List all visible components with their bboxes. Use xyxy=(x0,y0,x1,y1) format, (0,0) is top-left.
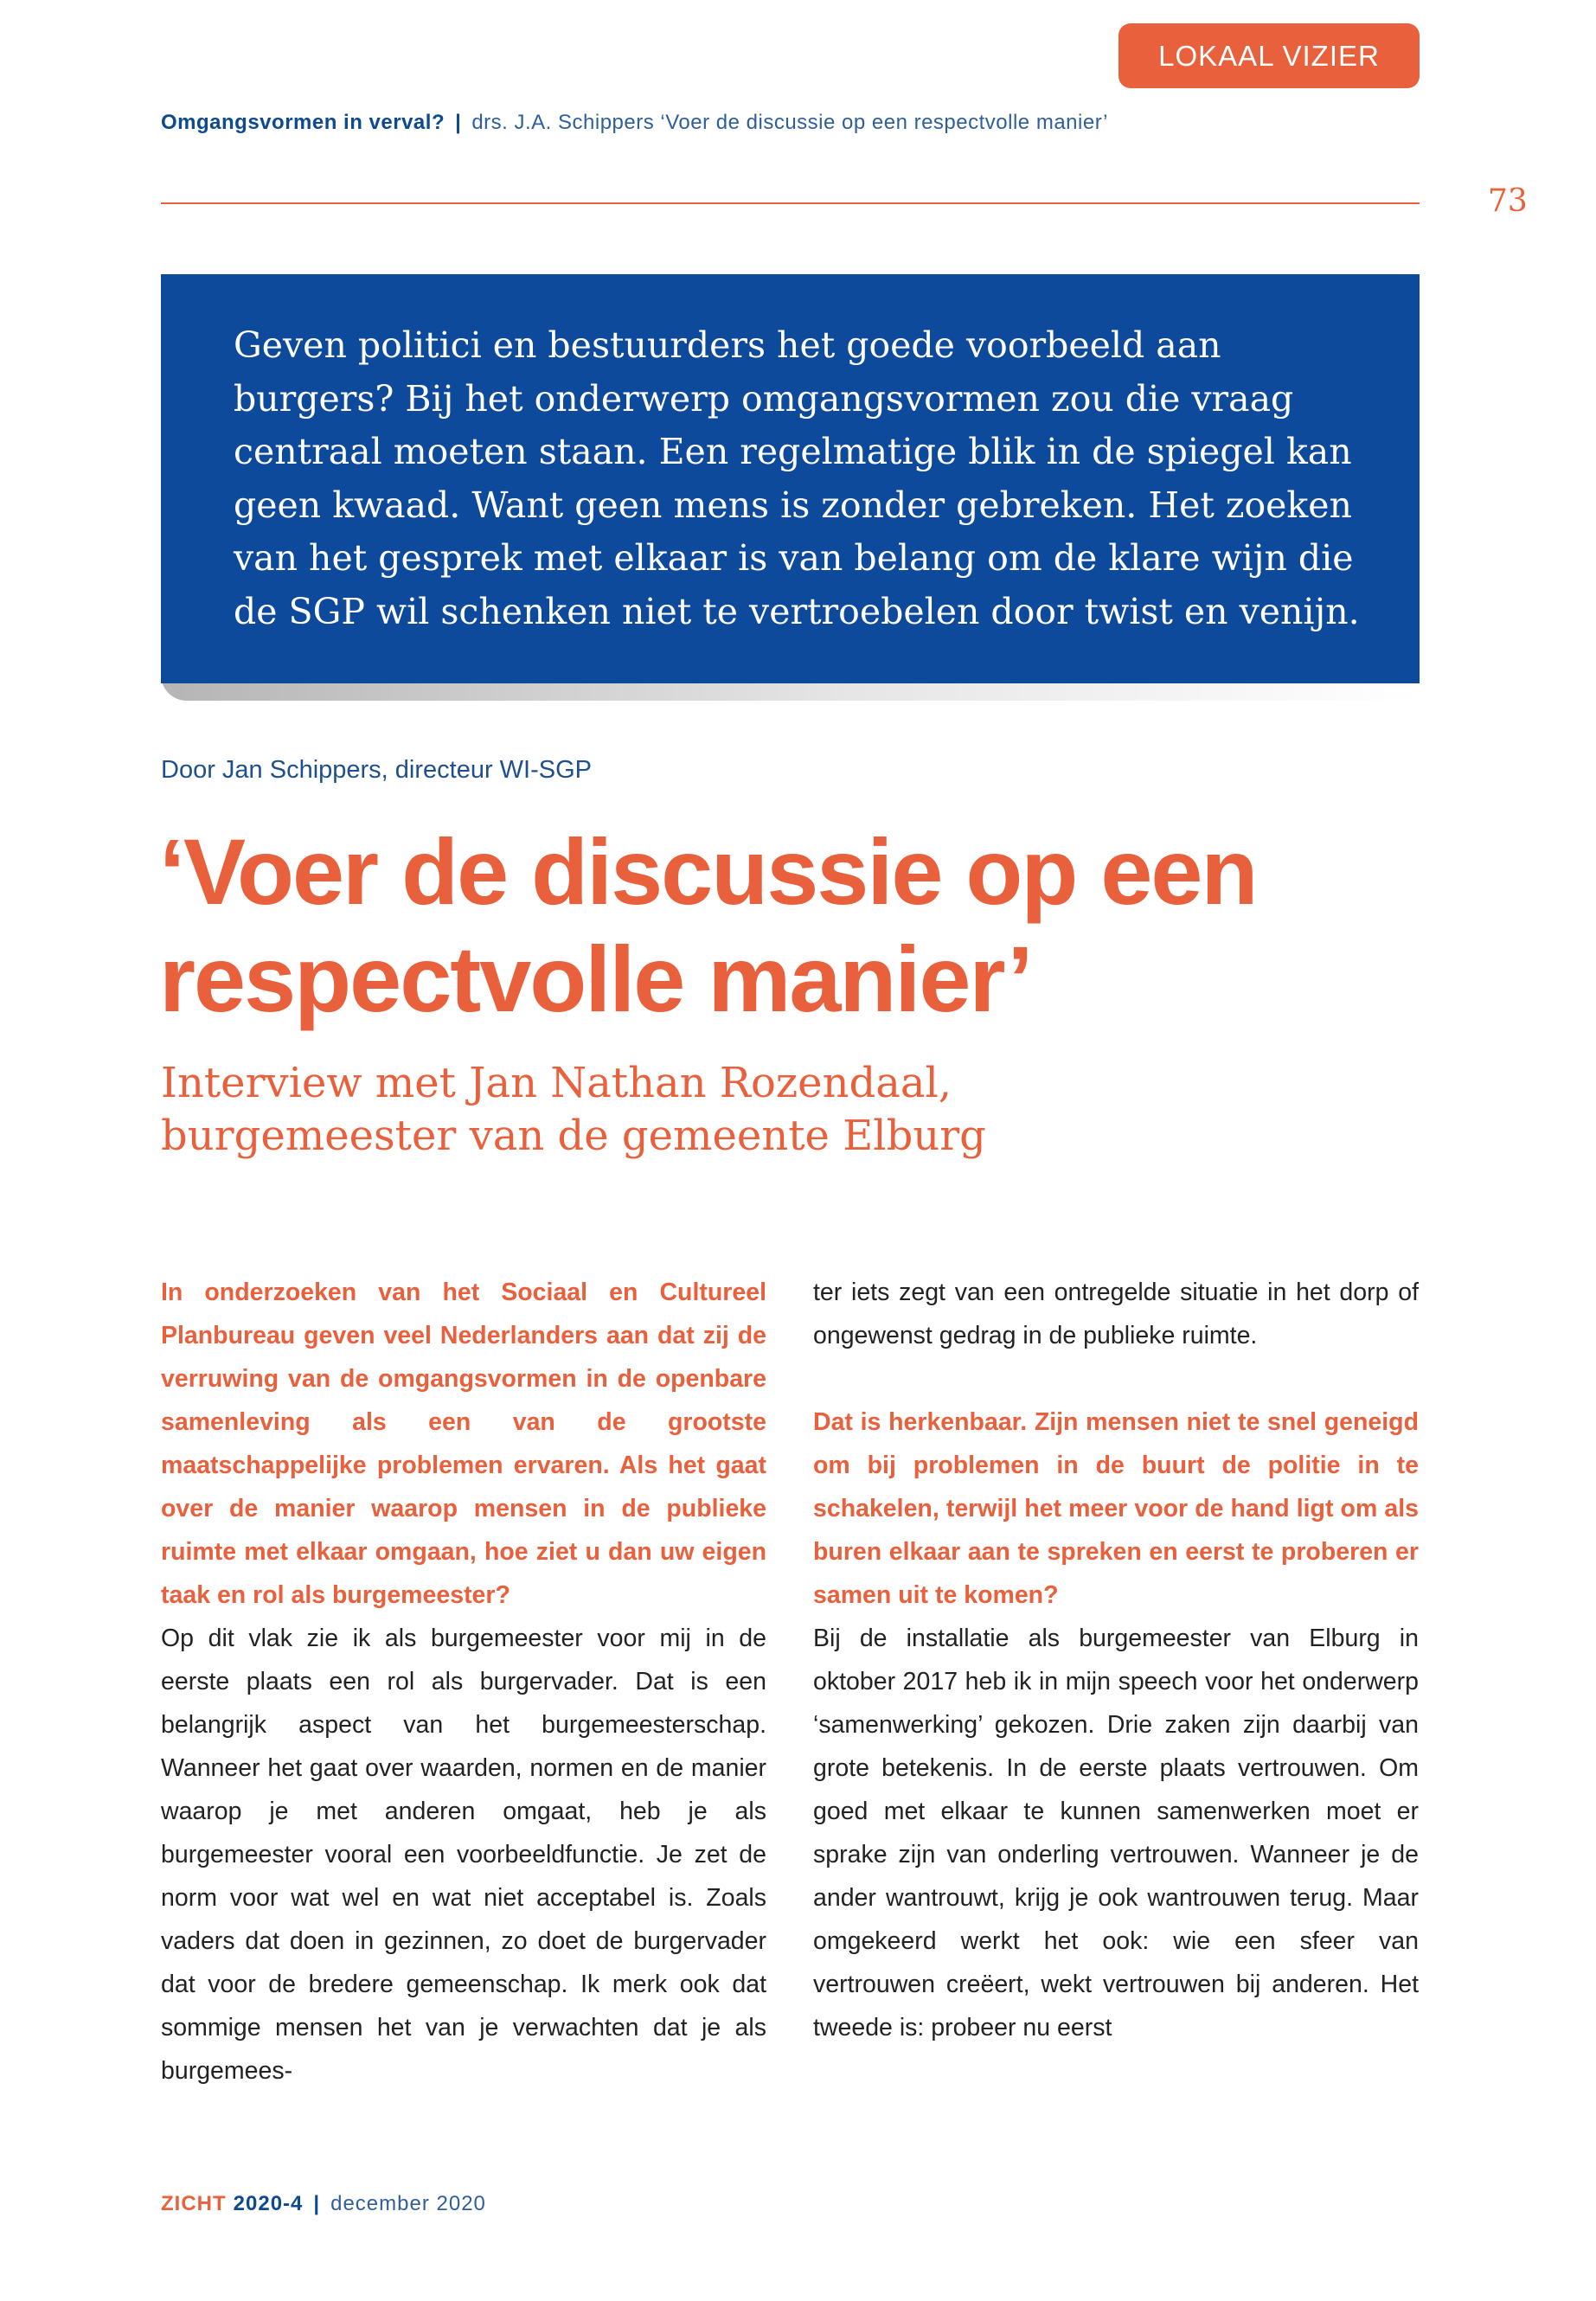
interview-answer: Bij de installatie als burgemeester van Elburg in oktober 2017 heb ik in mijn speech voor het onderwerp ‘samenwerking’ gekozen. Drie zaken zijn daarbij van grote betekenis. In de eerste plaats vertrouwen. Om goed met elkaar te kunnen samenwerken moet er sprake zijn van onderling vertrouwen. Wanneer je de ander wantrouwt, krijg je ook wantrouwen terug. Maar omgekeerd werkt het ook: wie een sfeer van vertrouwen creëert, wekt vertrouwen bij anderen. Het tweede is: probeer nu eerst xyxy=(813,1625,1419,2041)
section-label: LOKAAL VIZIER xyxy=(1118,23,1420,88)
series-title: Omgangsvormen in verval? xyxy=(161,111,445,134)
header-rule xyxy=(161,202,1420,204)
article-reference: drs. J.A. Schippers ‘Voer de discussie op een respectvolle manier’ xyxy=(471,111,1108,134)
article-title: ‘Voer de discussie op een respectvolle manier’ xyxy=(159,819,1257,1031)
interview-question: Dat is herkenbaar. Zijn mensen niet te snel geneigd om bij problemen in de buurt de politie in te schakelen, terwijl het meer voor de hand ligt om als buren elkaar aan te spreken en eerst te proberen er samen uit te komen? xyxy=(813,1408,1419,1609)
intro-box xyxy=(161,274,1420,683)
text-column-left xyxy=(161,1271,766,2093)
magazine-name: ZICHT xyxy=(161,2192,227,2215)
footer-separator: | xyxy=(313,2192,321,2215)
intro-text: Geven politici en bestuurders het goede voorbeeld aan burgers? Bij het onderwerp omgangsvormen zou die vraag centraal moeten staan. Een regelmatige blik in de spiegel kan geen kwaad. Want geen mens is zonder gebreken. Het zoeken van het gesprek met elkaar is van belang om de klare wijn die de SGP wil schenken niet te vertroebelen door twist en venijn. xyxy=(234,324,1360,632)
interview-answer: Op dit vlak zie ik als burgemeester voor mij in de eerste plaats een rol als burgervader. Dat is een belangrijk aspect van het burgemeesterschap. Wanneer het gaat over waarden, normen en de manier waarop je met anderen omgaat, heb je als burgemeester vooral een voorbeeldfunctie. Je zet de norm voor wat wel en wat niet acceptabel is. Zoals vaders dat doen in gezinnen, zo doet de burgervader dat voor de bredere gemeenschap. Ik merk ook dat sommige mensen het van je verwachten dat je als burgemees- xyxy=(161,1625,766,2085)
running-head-separator: | xyxy=(455,111,462,134)
footer xyxy=(161,2192,486,2216)
article-subtitle: Interview met Jan Nathan Rozendaal, burgemeester van de gemeente Elburg xyxy=(161,1059,986,1160)
interview-question: In onderzoeken van het Sociaal en Cultureel Planbureau geven veel Nederlanders aan dat zij de verruwing van de omgangsvormen in de openbare samenleving als een van de grootste maatschappelijke problemen ervaren. Als het gaat over de manier waarop mensen in de publieke ruimte met elkaar omgaan, hoe ziet u dan uw eigen taak en rol als burgemeester? xyxy=(161,1279,766,1609)
page-number: 73 xyxy=(1488,183,1528,219)
issue-number: 2020-4 xyxy=(233,2192,304,2215)
issue-date: december 2020 xyxy=(330,2192,486,2215)
byline: Door Jan Schippers, directeur WI-SGP xyxy=(161,756,593,784)
interview-answer-continued: ter iets zegt van een ontregelde situatie in het dorp of ongewenst gedrag in de publieke ruimte. xyxy=(813,1279,1419,1349)
text-column-right xyxy=(813,1271,1419,2049)
running-head xyxy=(161,111,1108,135)
